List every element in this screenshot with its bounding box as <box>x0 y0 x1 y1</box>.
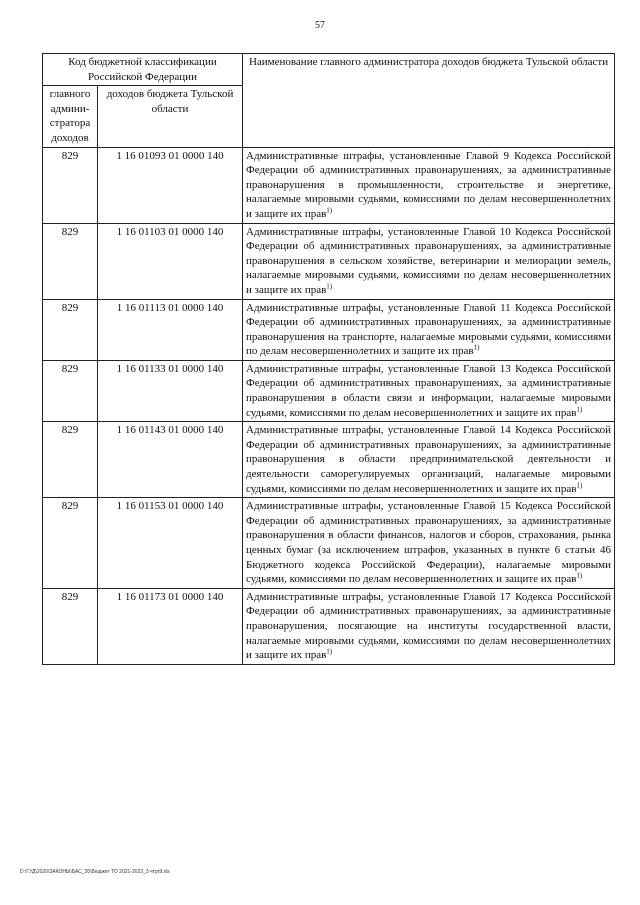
table-row <box>43 588 615 664</box>
income-description-cell <box>243 588 615 664</box>
table-header-row <box>43 54 615 86</box>
description-text: Административные штрафы, установленные Главой 10 Кодекса Российской Федерации об административных правонарушениях, за административные правонарушения в сельском хозяйстве, ветеринарии и мелиорации земель, налагаемые мировыми судьями, комиссиями по делам несовершеннолетних и защите их прав <box>246 225 612 296</box>
income-code-cell: 1 16 01173 01 0000 140 <box>98 588 243 664</box>
income-description-cell <box>243 299 615 360</box>
income-code-cell: 1 16 01133 01 0000 140 <box>98 360 243 421</box>
income-code-cell: 1 16 01153 01 0000 140 <box>98 498 243 589</box>
table-row <box>43 299 615 360</box>
income-code-cell: 1 16 01103 01 0000 140 <box>98 223 243 299</box>
footnote-marker: 1) <box>473 343 480 352</box>
budget-code-table <box>42 53 615 665</box>
description-text: Административные штрафы, установленные Главой 9 Кодекса Российской Федерации об административных правонарушениях, за административные правонарушения в промышленности, строительстве и энергетике, налагаемые мировыми судьями, комиссиями по делам несовершеннолетних и защите их прав <box>246 149 612 220</box>
table-row <box>43 422 615 498</box>
income-description-cell <box>243 498 615 589</box>
income-code-cell: 1 16 01113 01 0000 140 <box>98 299 243 360</box>
table-row <box>43 223 615 299</box>
file-path-footer: D:\ГУД\2020\ЗАКОНЫ\БАС_20\Бюджет ТО 2021-2023_3 чтpr9.xls <box>20 869 170 875</box>
header-income-code: доходов бюджета Тульской области <box>98 86 243 147</box>
income-description-cell <box>243 223 615 299</box>
description-text: Административные штрафы, установленные Главой 13 Кодекса Российской Федерации об административных правонарушениях, за административные правонарушения в области связи и информации, налагаемые мировыми судьями, комиссиями по делам несовершеннолетних и защите их прав <box>246 362 612 419</box>
income-code-cell: 1 16 01143 01 0000 140 <box>98 422 243 498</box>
income-description-cell <box>243 147 615 223</box>
admin-code-cell: 829 <box>43 588 98 664</box>
admin-code-cell: 829 <box>43 360 98 421</box>
footnote-marker: 1) <box>326 647 333 656</box>
footnote-marker: 1) <box>326 206 333 215</box>
header-admin-code: главного админи-стратора доходов <box>43 86 98 147</box>
description-text: Административные штрафы, установленные Главой 14 Кодекса Российской Федерации об административных правонарушениях, за административные правонарушения в области предпринимательской деятельности и деятельности саморегулируемых организаций, налагаемые мировыми судьями, комиссиями по делам несовершеннолетних и защите их прав <box>246 424 612 495</box>
admin-code-cell: 829 <box>43 498 98 589</box>
footnote-marker: 1) <box>576 405 583 413</box>
header-code-group: Код бюджетной классификации Российской Федерации <box>43 54 243 86</box>
table-row <box>43 498 615 589</box>
admin-code-cell: 829 <box>43 223 98 299</box>
table-body <box>43 147 615 664</box>
income-description-cell <box>243 360 615 421</box>
admin-code-cell: 829 <box>43 422 98 498</box>
footnote-marker: 1) <box>576 571 583 580</box>
description-text: Административные штрафы, установленные Главой 15 Кодекса Российской Федерации об административных правонарушениях, за административные правонарушения в области финансов, налогов и сборов, страхования, рынка ценных бумаг (за исключением штрафов, указанных в пункте 6 статьи 46 Бюджетного кодекса Российской Федерации), налагаемые мировыми судьями, комиссиями по делам несовершеннолетних и защите их прав <box>246 500 612 586</box>
page-number: 57 <box>315 20 325 31</box>
table-row <box>43 147 615 223</box>
admin-code-cell: 829 <box>43 147 98 223</box>
header-admin-name: Наименование главного администратора доходов бюджета Тульской области <box>243 54 615 148</box>
description-text: Административные штрафы, установленные Главой 17 Кодекса Российской Федерации об административных правонарушениях, за административные правонарушения, посягающие на институты государственной власти, налагаемые мировыми судьями, комиссиями по делам несовершеннолетних и защите их прав <box>246 590 612 662</box>
table-row <box>43 360 615 421</box>
footnote-marker: 1) <box>576 480 583 489</box>
footnote-marker: 1) <box>326 282 333 291</box>
income-code-cell: 1 16 01093 01 0000 140 <box>98 147 243 223</box>
admin-code-cell: 829 <box>43 299 98 360</box>
description-text: Административные штрафы, установленные Главой 11 Кодекса Российской Федерации об административных правонарушениях, за административные правонарушения на транспорте, налагаемые мировыми судьями, комиссиями по делам несовершеннолетних и защите их прав <box>246 301 612 358</box>
income-description-cell <box>243 422 615 498</box>
